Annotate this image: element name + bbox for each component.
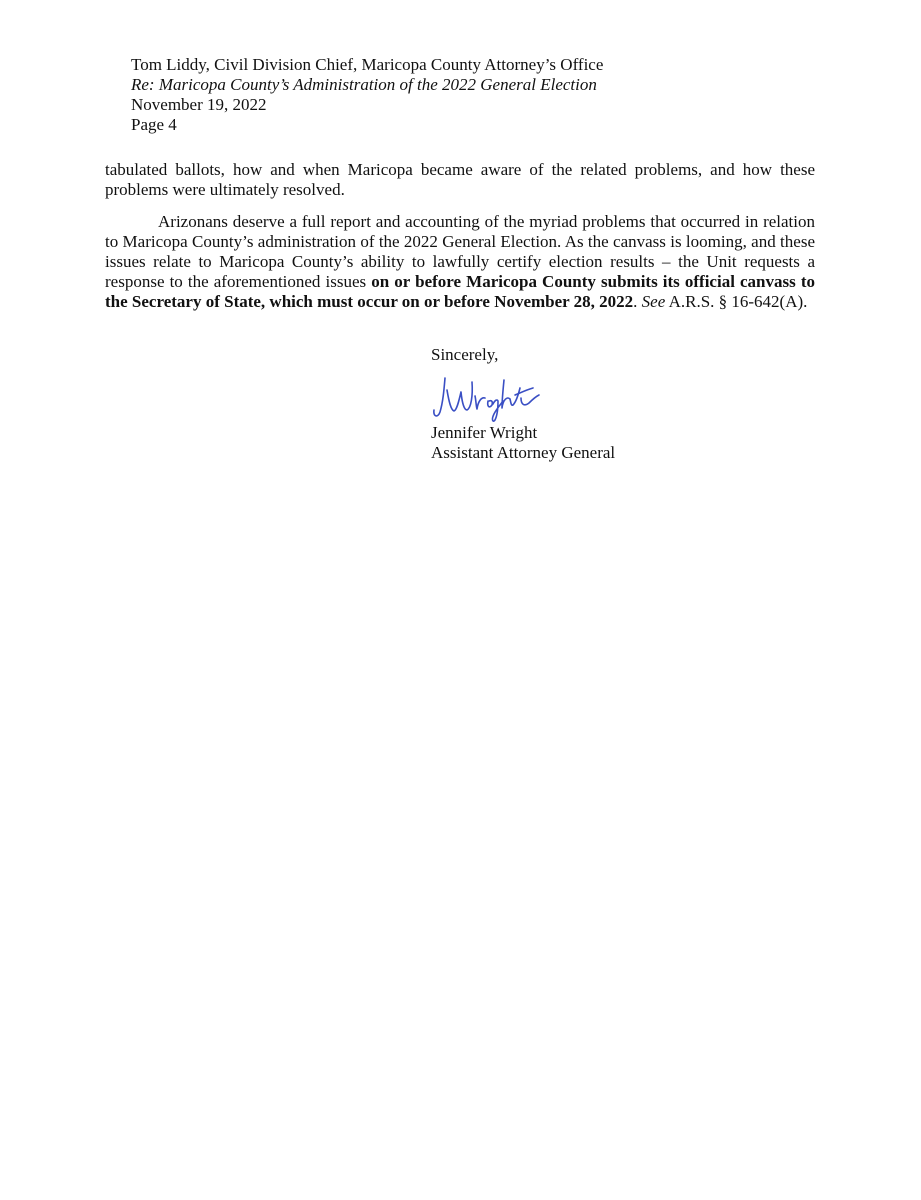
handwritten-signature — [431, 368, 591, 423]
signer-title: Assistant Attorney General — [431, 443, 616, 462]
header-date: November 19, 2022 — [131, 95, 267, 114]
deadline-bold-text: on or before Maricopa County submits its official canvass to the Secretary of State, which must occur on or before November 28, 2022 — [105, 272, 815, 311]
body-paragraph-1: tabulated ballots, how and when Maricopa became aware of the related problems, and how these problems were ultimately resolved. — [105, 160, 815, 199]
paragraph-2-text: Arizonans deserve a full report and accounting of the myriad problems that occurred in relation to Maricopa County’s administration of the 2022 General Election. As the canvass is looming, and these issues relate to Maricopa County’s ability to lawfully certify election results – the Unit requests a response to the aforementioned issues — [105, 212, 815, 291]
signer-name: Jennifer Wright — [431, 423, 538, 442]
letter-closing — [431, 345, 731, 463]
letter-body — [105, 160, 815, 312]
header-recipient: Tom Liddy, Civil Division Chief, Maricopa County Attorney’s Office — [131, 55, 604, 74]
statute-citation: A.R.S. § 16-642(A). — [665, 292, 808, 311]
header-page-number: Page 4 — [131, 115, 177, 134]
deadline-period: . — [633, 292, 642, 311]
salutation: Sincerely, — [431, 345, 499, 364]
see-signal: See — [641, 292, 666, 311]
header-subject: Re: Maricopa County’s Administration of the 2022 General Election — [131, 75, 597, 94]
letter-header — [131, 55, 691, 135]
signature-ink — [431, 368, 556, 423]
body-paragraph-2 — [105, 212, 815, 312]
